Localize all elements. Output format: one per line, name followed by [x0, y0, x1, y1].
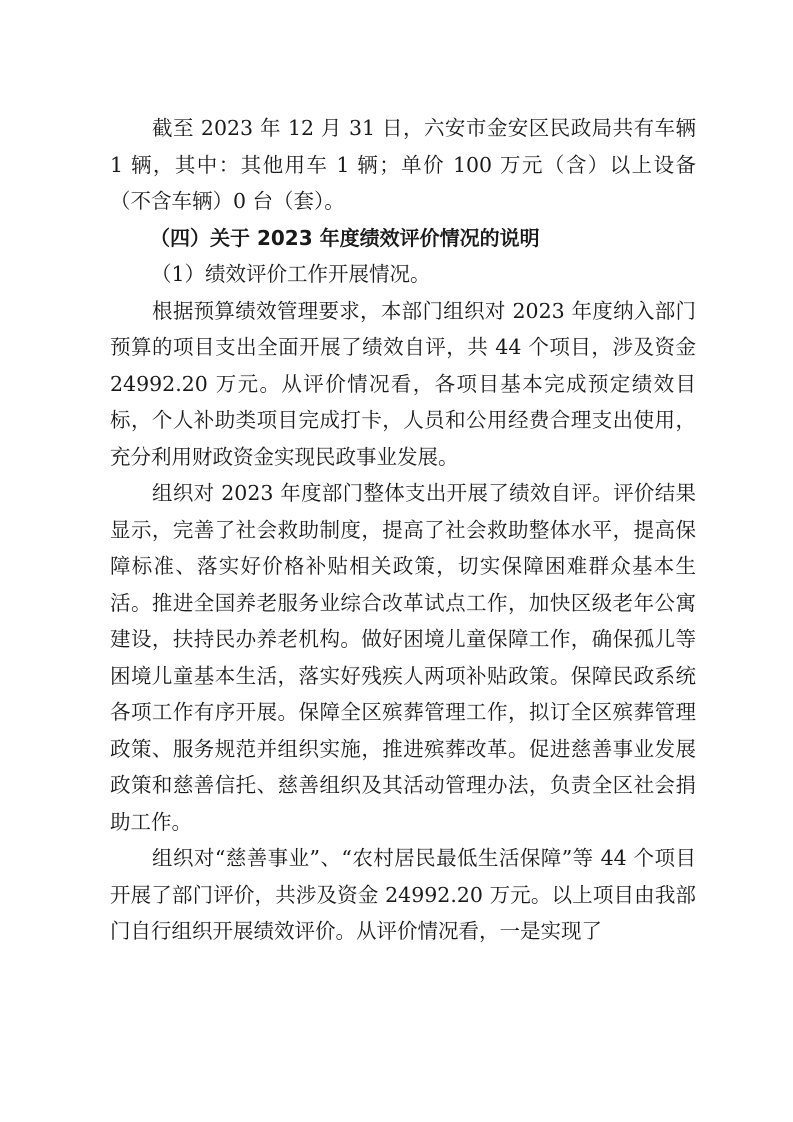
document-page: [110, 110, 696, 950]
paragraph-overall-self-evaluation: 组织对 2023 年度部门整体支出开展了绩效自评。评价结果显示，完善了社会救助制度，提高了社会救助整体水平，提高保障标准、落实好价格补贴相关政策，切实保障困难群众基本生活。推进全国养老服务业综合改革试点工作，加快区级老年公寓建设，扶持民办养老机构。做好困境儿童保障工作，确保孤儿等困境儿童基本生活，落实好残疾人两项补贴政策。保障民政系统各项工作有序开展。保障全区殡葬管理工作，拟订全区殡葬管理政策、服务规范并组织实施，推进殡葬改革。促进慈善事业发展政策和慈善信托、慈善组织及其活动管理办法，负责全区社会捐助工作。: [110, 481, 696, 834]
paragraph-project-self-evaluation: 根据预算绩效管理要求，本部门组织对 2023 年度纳入部门预算的项目支出全面开展了绩效自评，共 44 个项目，涉及资金 24992.20 万元。从评价情况看，各项目基本完成预定绩效目标，个人补助类项目完成打卡，人员和公用经费合理支出使用，充分利用财政资金实现民政事业发展。: [110, 298, 696, 469]
paragraph-department-evaluation: 组织对“慈善事业”、“农村居民最低生活保障”等 44 个项目开展了部门评价，共涉及资金 24992.20 万元。以上项目由我部门自行组织开展绩效评价。从评价情况看，一是实现了: [110, 846, 696, 943]
subheading-evaluation-work: （1）绩效评价工作开展情况。: [151, 262, 431, 286]
section-heading-performance: （四）关于 2023 年度绩效评价情况的说明: [150, 225, 540, 250]
paragraph-vehicles: 截至 2023 年 12 月 31 日，六安市金安区民政局共有车辆 1 辆，其中：其他用车 1 辆；单价 100 万元（含）以上设备（不含车辆）0 台（套）。: [110, 116, 696, 213]
